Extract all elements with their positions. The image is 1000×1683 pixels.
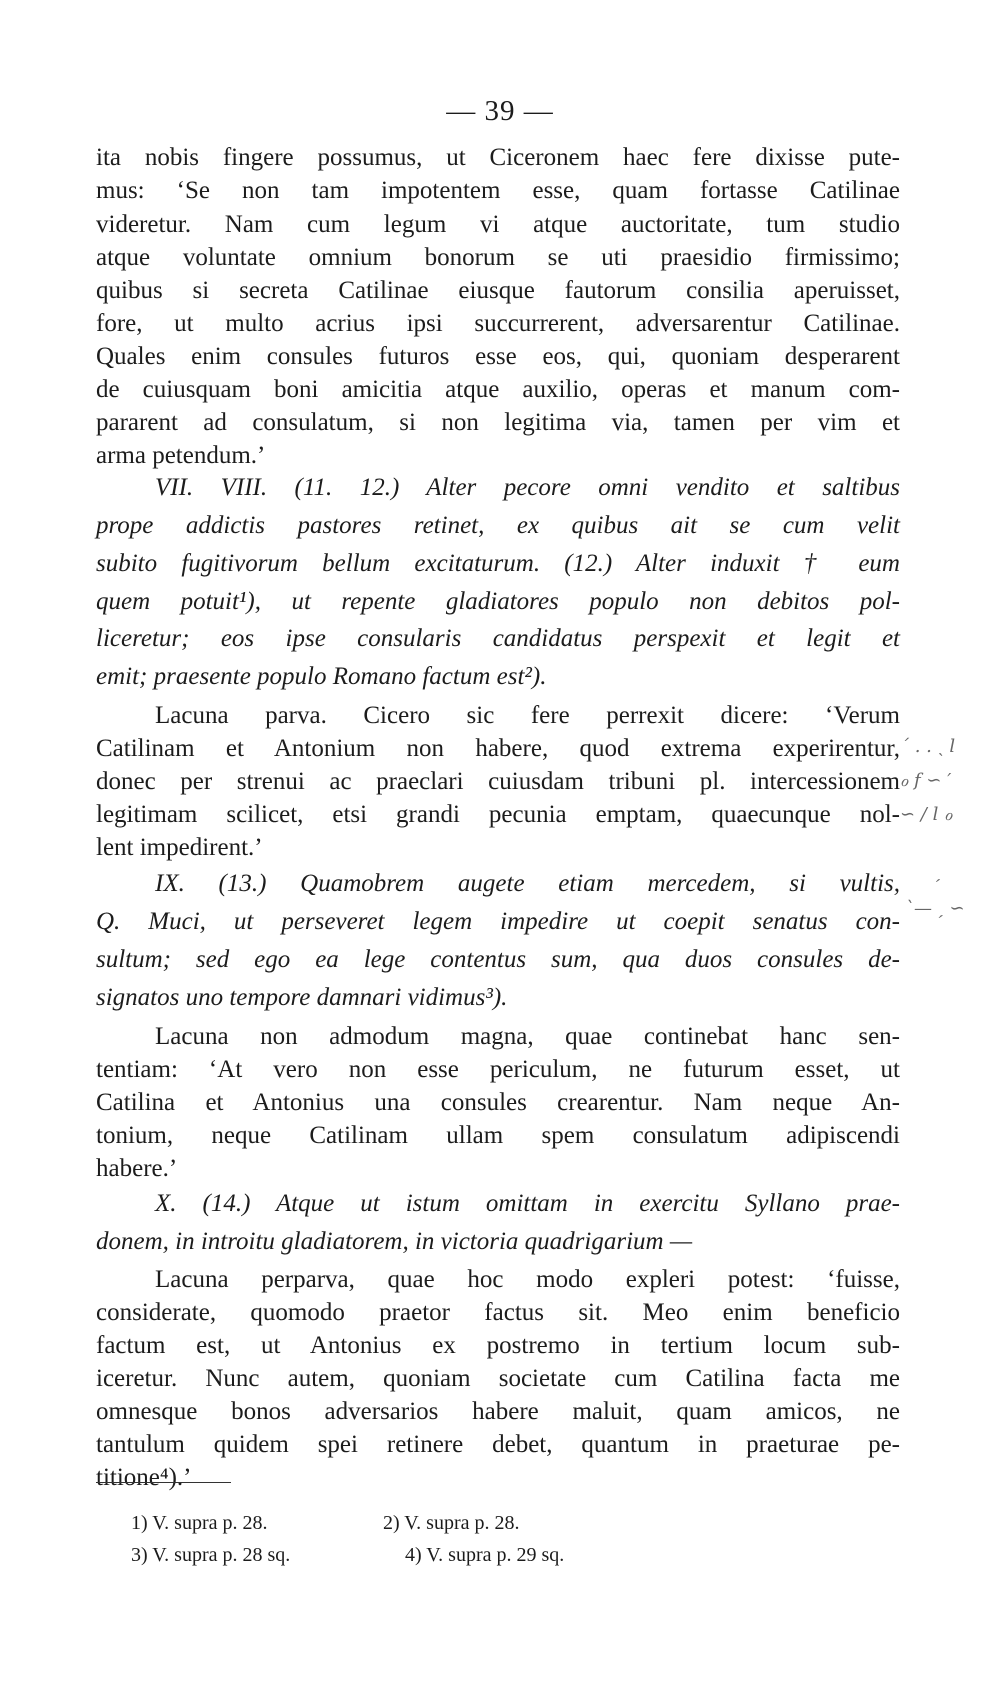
text-line: titione⁴).’ [96, 1464, 192, 1491]
text-line: arma petendum.’ [96, 442, 266, 469]
text-line: Catilina et Antonius una consules crearentur. Nam neque An- [96, 1089, 900, 1116]
section-heading-line: IX. (13.) Quamobrem augete etiam mercedem, si vultis, [155, 870, 900, 897]
text-line: Quales enim consules futuros esse eos, qui, quoniam desperarent [96, 343, 900, 370]
margin-annotation: ℴ f ∽ ′ [900, 770, 952, 791]
text-line: factum est, ut Antonius ex postremo in tertium locum sub- [96, 1332, 900, 1359]
quoted-line: sultum; sed ego ea lege contentus sum, qua duos consules de- [96, 946, 900, 973]
quoted-line: emit; praesente populo Romano factum est²). [96, 663, 547, 690]
text-line: fore, ut multo acrius ipsi succurrerent, adversarentur Catilinae. [96, 310, 900, 337]
text-line: pararent ad consulatum, si non legitima via, tamen per vim et [96, 409, 900, 436]
footnote: 1) V. supra p. 28. [131, 1512, 268, 1534]
quoted-line: donem, in introitu gladiatorem, in victoria quadrigarium — [96, 1228, 693, 1255]
text-line: tonium, neque Catilinam ullam spem consulatum adipiscendi [96, 1122, 900, 1149]
section-heading-line: X. (14.) Atque ut istum omittam in exercitu Syllano prae- [155, 1190, 900, 1217]
text-line: atque voluntate omnium bonorum se uti praesidio firmissimo; [96, 244, 900, 271]
text-line: quibus si secreta Catilinae eiusque fautorum consilia aperuisset, [96, 277, 900, 304]
text-line: donec per strenui ac praeclari cuiusdam tribuni pl. intercessionem [96, 768, 900, 795]
margin-annotation: ∽ / l ℴ [900, 804, 953, 825]
text-line: considerate, quomodo praetor factus sit. Meo enim beneficio [96, 1299, 900, 1326]
text-line: iceretur. Nunc autem, quoniam societate cum Catilina facta me [96, 1365, 900, 1392]
section-heading-line: VII. VIII. (11. 12.) Alter pecore omni vendito et saltibus [155, 474, 900, 501]
margin-annotation: ˊ . . ˎ l [900, 736, 956, 757]
text-line: Catilinam et Antonium non habere, quod extrema experirentur, [96, 735, 900, 762]
footnote: 2) V. supra p. 28. [383, 1512, 520, 1534]
text-line: lent impedirent.’ [96, 834, 263, 861]
text-line: legitimam scilicet, etsi grandi pecunia emptam, quaecunque nol- [96, 801, 900, 828]
text-line: videretur. Nam cum legum vi atque auctoritate, tum studio [96, 211, 900, 238]
footnote-rule [96, 1482, 231, 1483]
text-line: habere.’ [96, 1155, 178, 1182]
margin-annotation: ˏ [935, 862, 941, 883]
quoted-line: quem potuit¹), ut repente gladiatores populo non debitos pol- [96, 588, 900, 615]
text-line: tantulum quidem spei retinere debet, quantum in praeturae pe- [96, 1431, 900, 1458]
text-line: Lacuna perparva, quae hoc modo expleri potest: ‘fuisse, [155, 1266, 900, 1293]
page-number: — 39 — [446, 95, 554, 127]
text-line: tentiam: ‘At vero non esse periculum, ne futurum esset, ut [96, 1056, 900, 1083]
text-line: ita nobis fingere possumus, ut Ciceronem haec fere dixisse pute- [96, 144, 900, 171]
quoted-line: subito fugitivorum bellum excitaturum. (12.) Alter induxit † eum [96, 550, 900, 577]
text-line: de cuiusquam boni amicitia atque auxilio, operas et manum com- [96, 376, 900, 403]
text-line: Lacuna parva. Cicero sic fere perrexit dicere: ‘Verum [155, 702, 900, 729]
quoted-line: prope addictis pastores retinet, ex quibus ait se cum velit [96, 512, 900, 539]
margin-annotation: ˋ— ˏ ∽ [905, 898, 965, 919]
footnote: 4) V. supra p. 29 sq. [405, 1544, 565, 1566]
footnote: 3) V. supra p. 28 sq. [131, 1544, 291, 1566]
quoted-line: signatos uno tempore damnari vidimus³). [96, 984, 508, 1011]
quoted-line: Q. Muci, ut perseveret legem impedire ut coepit senatus con- [96, 908, 900, 935]
text-line: mus: ‘Se non tam impotentem esse, quam fortasse Catilinae [96, 177, 900, 204]
quoted-line: liceretur; eos ipse consularis candidatus perspexit et legit et [96, 625, 900, 652]
text-line: Lacuna non admodum magna, quae continebat hanc sen- [155, 1023, 900, 1050]
text-line: omnesque bonos adversarios habere maluit, quam amicos, ne [96, 1398, 900, 1425]
